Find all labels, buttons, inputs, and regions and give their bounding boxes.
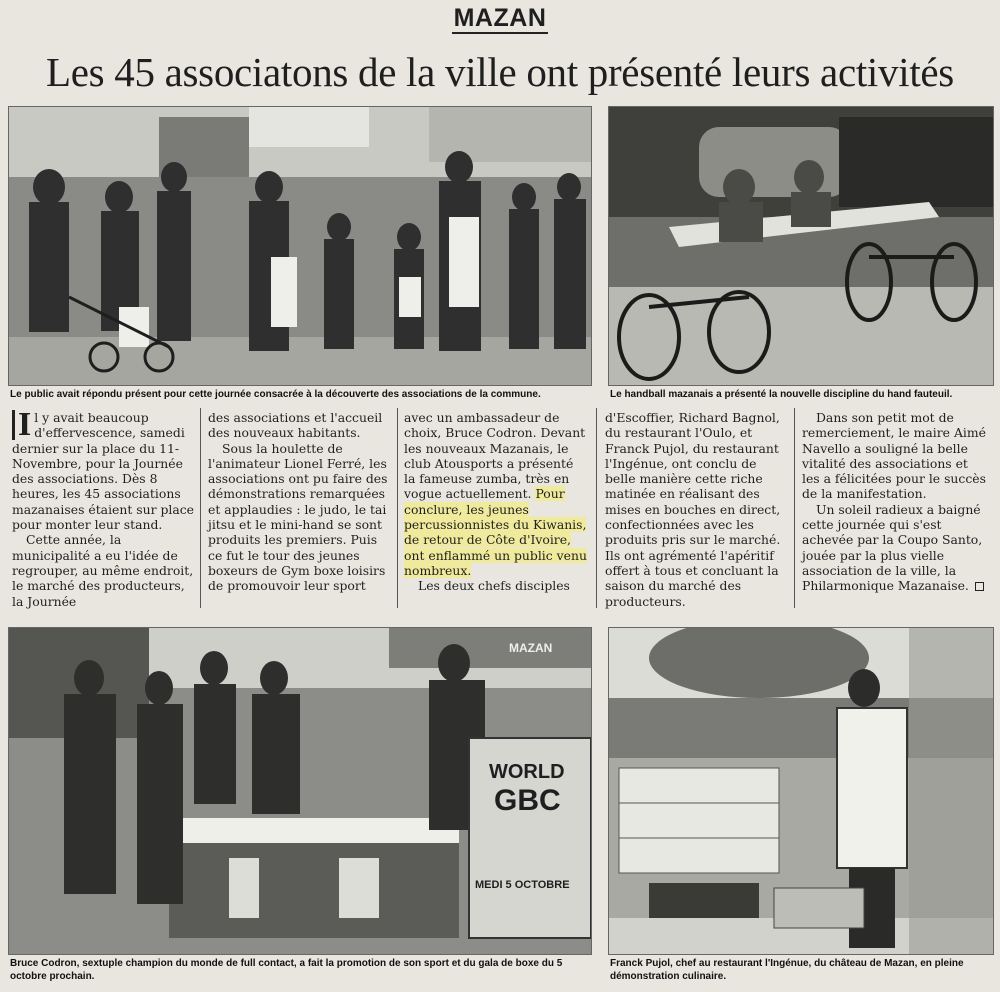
- photo-crowd: [8, 106, 592, 386]
- article-column-2: [208, 410, 391, 594]
- article-highlighted-text: Pour conclure, les jeunes percussionnistes du Kiwanis, de retour de Côte d'Ivoire, ont enflammé un public venu nombreux.: [404, 486, 587, 578]
- article-col2-paragraph-2: Sous la houlette de l'animateur Lionel Ferré, les associations ont pu faire des démonstrations remarquées et applaudies : le judo, le tai jitsu et le mini-hand se sont produits les premiers. Puis ce fut le tour des jeunes boxeurs de Gym boxe loisirs de promouvoir leur sport: [208, 440, 388, 594]
- column-rule: [397, 408, 398, 608]
- photo-text-world: WORLD: [489, 761, 565, 783]
- photo-text-gbc: GBC: [494, 784, 561, 817]
- article-col1-paragraph-2: Cette année, la municipalité a eu l'idée de regrouper, au même endroit, le marché des producteurs, la Journée: [12, 532, 194, 609]
- kicker-town: MAZAN: [453, 4, 547, 32]
- article-column-3: [404, 410, 587, 594]
- photo-boxing: [8, 627, 592, 955]
- column-rule: [200, 408, 201, 608]
- article-col4-paragraph-1: d'Escoffier, Richard Bagnol, du restaurant l'Oulo, et Franck Pujol, du restaurant l'Ingénue, ont conclu de belle manière cette riche matinée en réalisant des mises en bouches en direct, confectionnées avec les produits pris sur le marché. Ils ont agrémenté l'apéritif offert à tous et concluant la saison du marché des producteurs.: [605, 410, 781, 609]
- headline: Les 45 associatons de la ville ont présenté leurs activités: [46, 49, 954, 95]
- article-col5-paragraph-2: Un soleil radieux a baigné cette journée qui s'est achevée par la Coupo Santo, jouée par la plus vielle association de la ville, la Philarmonique Mazanaise.: [802, 501, 983, 594]
- article-col5-paragraph-1: Dans son petit mot de remerciement, le maire Aimé Navello a souligné la belle vitalité des associations et les a félicitées pour le succès de la manifestation.: [802, 410, 986, 502]
- photo-chef: [608, 627, 994, 955]
- caption-photo-boxing: Bruce Codron, sextuple champion du monde de full contact, a fait la promotion de son sport et du gala de boxe du 5 octobre prochain.: [10, 958, 563, 982]
- caption-photo-crowd: Le public avait répondu présent pour cette journée consacrée à la découverte des associations de la commune.: [10, 389, 541, 400]
- end-of-article-icon: [975, 582, 984, 591]
- photo-text-mazan: MAZAN: [509, 641, 553, 655]
- column-rule: [794, 408, 795, 608]
- photo-text-date: MEDI 5 OCTOBRE: [475, 879, 570, 891]
- article-column-4: [605, 410, 788, 609]
- article-col3-text: avec un ambassadeur de choix, Bruce Codron. Devant les nouveaux Mazanais, le club Atousports a présenté la fameuse zumba, très en vogue actuellement.: [404, 410, 586, 502]
- article-column-1: [12, 406, 195, 609]
- photo-hand-fauteuil: [608, 106, 994, 386]
- article-col3-paragraph-2: Les deux chefs disciples: [418, 578, 570, 594]
- column-rule: [596, 408, 597, 608]
- caption-photo-hand-fauteuil: Le handball mazanais a présenté la nouvelle discipline du hand fauteuil.: [610, 389, 953, 400]
- caption-photo-chef: Franck Pujol, chef au restaurant l'Ingénue, du château de Mazan, en pleine démonstration culinaire.: [610, 958, 964, 982]
- article-col1-paragraph-1: l y avait beaucoup d'effervescence, samedi dernier sur la place du 11-Novembre, pour la Journée des associations. Dès 8 heures, les 45 associations mazanaises étaient sur place pour monter leur stand.: [12, 410, 195, 533]
- article-column-5: [802, 410, 988, 594]
- article-col2-paragraph-1: des associations et l'accueil des nouveaux habitants.: [208, 410, 383, 441]
- drop-cap: I: [12, 410, 31, 440]
